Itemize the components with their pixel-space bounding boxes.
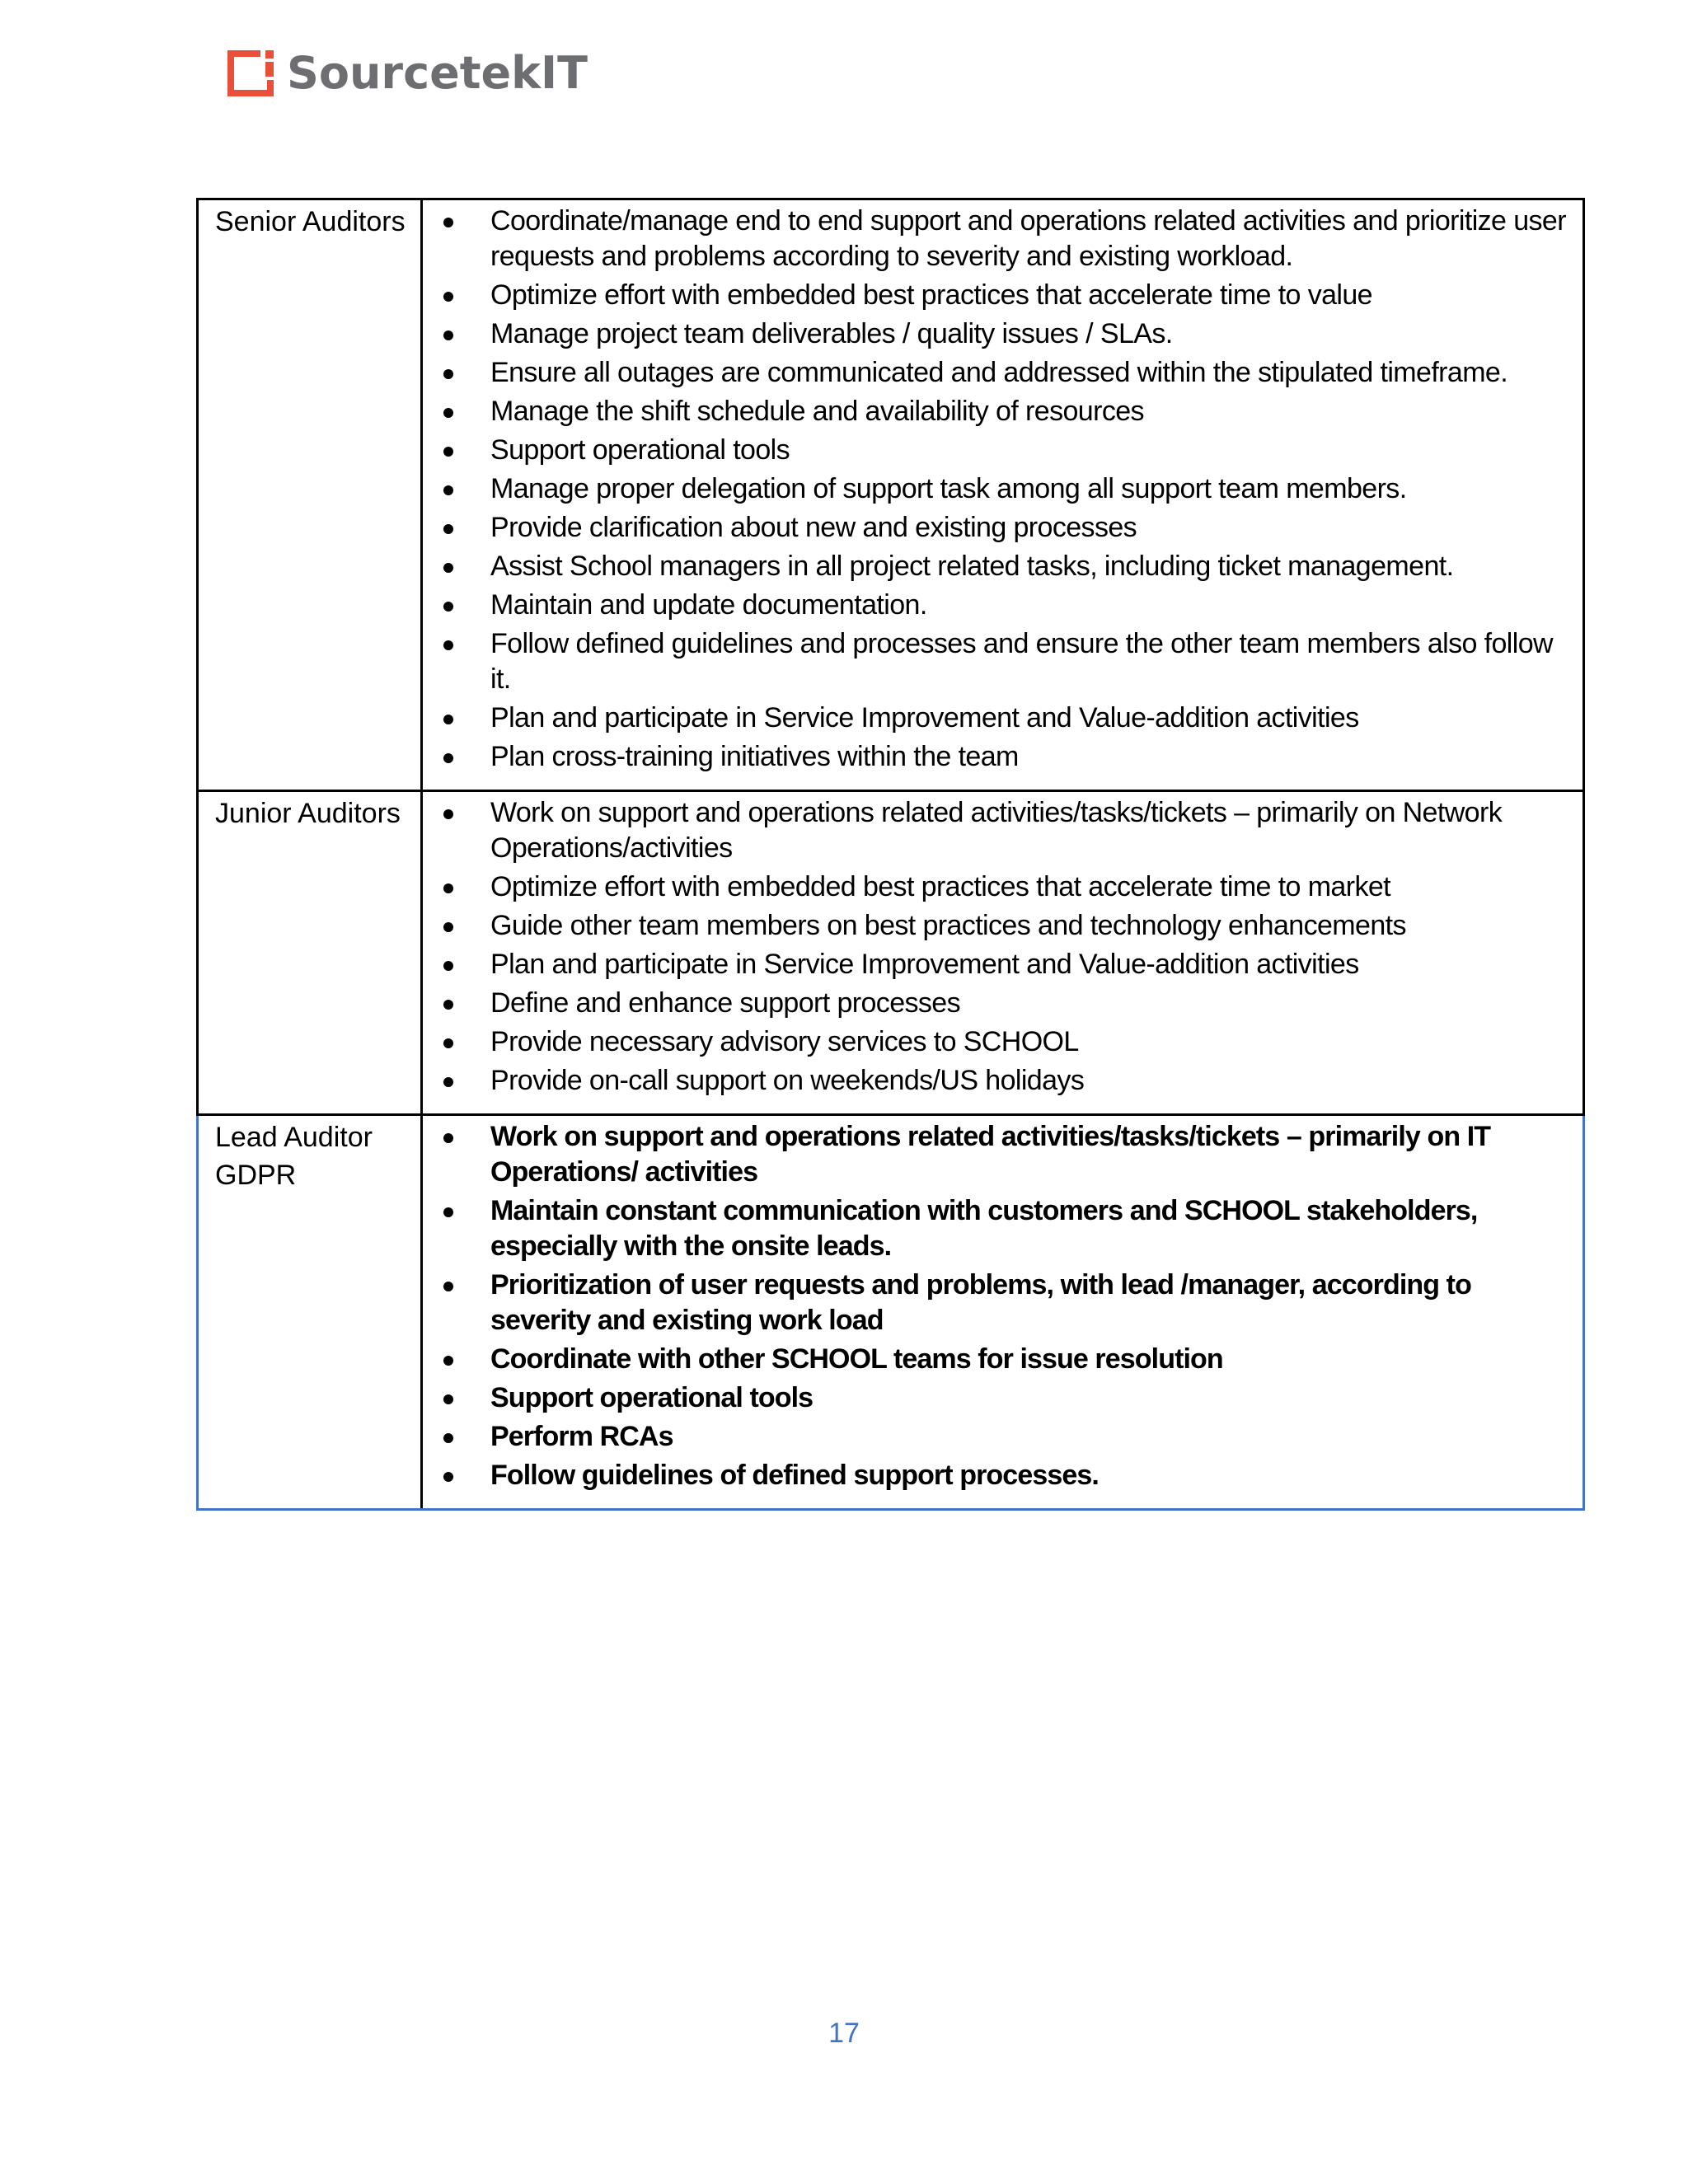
page-number: 17 — [828, 2018, 860, 2049]
duty-item: Manage proper delegation of support task among all support team members. — [423, 471, 1573, 507]
role-label: Junior Auditors — [215, 798, 401, 829]
role-cell — [198, 199, 422, 791]
sourcetekit-logo-icon — [224, 47, 277, 100]
company-logo — [224, 45, 588, 102]
duty-item: Define and enhance support processes — [423, 986, 1573, 1021]
table-row-lead-auditor-gdpr — [198, 1115, 1584, 1510]
duties-cell — [422, 199, 1584, 791]
duty-item: Support operational tools — [423, 433, 1573, 468]
duty-item: Work on support and operations related activities/tasks/tickets – primarily on IT Operations/ activities — [423, 1119, 1573, 1190]
duty-item: Follow guidelines of defined support processes. — [423, 1458, 1573, 1493]
duty-item: Provide on-call support on weekends/US holidays — [423, 1063, 1573, 1099]
duty-item: Plan cross-training initiatives within the team — [423, 739, 1573, 775]
duties-list — [423, 204, 1573, 775]
duty-item: Optimize effort with embedded best practices that accelerate time to market — [423, 869, 1573, 905]
duties-list — [423, 1119, 1573, 1493]
duty-item: Coordinate/manage end to end support and operations related activities and prioritize user requests and problems according to severity and existing workload. — [423, 204, 1573, 274]
role-cell — [198, 791, 422, 1115]
duty-item: Provide necessary advisory services to SCHOOL — [423, 1024, 1573, 1060]
duty-item: Optimize effort with embedded best practices that accelerate time to value — [423, 278, 1573, 313]
duty-item: Support operational tools — [423, 1380, 1573, 1416]
duty-item: Plan and participate in Service Improvement and Value-addition activities — [423, 947, 1573, 982]
duty-item: Work on support and operations related activities/tasks/tickets – primarily on Network Operations/activities — [423, 795, 1573, 866]
role-label: Senior Auditors — [215, 206, 406, 237]
duty-item: Prioritization of user requests and problems, with lead /manager, according to severity and existing work load — [423, 1268, 1573, 1338]
duty-item: Manage the shift schedule and availability of resources — [423, 394, 1573, 429]
duty-item: Maintain constant communication with customers and SCHOOL stakeholders, especially with the onsite leads. — [423, 1193, 1573, 1264]
duties-list — [423, 795, 1573, 1099]
duty-item: Maintain and update documentation. — [423, 588, 1573, 623]
role-cell — [198, 1115, 422, 1510]
duty-item: Guide other team members on best practices and technology enhancements — [423, 908, 1573, 944]
duty-item: Manage project team deliverables / quality issues / SLAs. — [423, 316, 1573, 352]
duty-item: Provide clarification about new and existing processes — [423, 510, 1573, 546]
roles-table — [196, 198, 1585, 1511]
table-row-junior-auditors — [198, 791, 1584, 1115]
duty-item: Assist School managers in all project related tasks, including ticket management. — [423, 549, 1573, 584]
duty-item: Ensure all outages are communicated and addressed within the stipulated timeframe. — [423, 355, 1573, 391]
duty-item: Follow defined guidelines and processes and ensure the other team members also follow it. — [423, 626, 1573, 697]
logo-text: SourcetekIT — [287, 47, 588, 99]
role-label-line: Lead Auditor — [215, 1122, 373, 1153]
duty-item: Coordinate with other SCHOOL teams for issue resolution — [423, 1342, 1573, 1377]
duty-item: Perform RCAs — [423, 1419, 1573, 1455]
table-row-senior-auditors — [198, 199, 1584, 791]
role-label — [215, 1116, 420, 1194]
duty-item: Plan and participate in Service Improvement and Value-addition activities — [423, 701, 1573, 736]
duties-cell — [422, 791, 1584, 1115]
role-label-line: GDPR — [215, 1160, 297, 1191]
duties-cell — [422, 1115, 1584, 1510]
